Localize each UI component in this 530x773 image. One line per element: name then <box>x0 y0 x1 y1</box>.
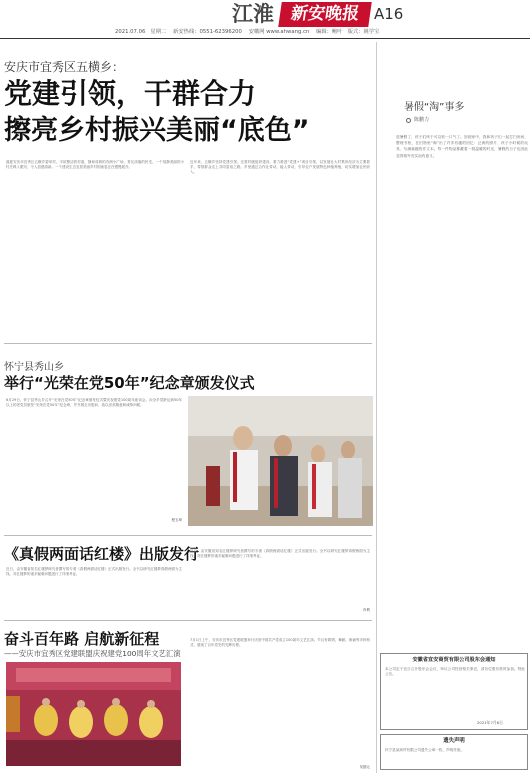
essay-author: 陈鹏力 <box>414 117 430 123</box>
notice-body: 本公司定于近日召开股东会会议，审议公司经营相关事宜，请各位股东准时参加。特此公告。 <box>385 667 525 677</box>
article-party-building <box>0 42 375 342</box>
essay-column <box>380 42 530 652</box>
newspaper-logo: 新安晚报 <box>278 2 372 27</box>
article-body-right: 近年来，五横乡坚持党建引领，完善村级组织建设，着力推进“党建+”项目引领，以发展壮大村集体经济为主要抓手，带领群众走上共同富裕之路。乡里通过合作社带动、能人带动，引导农户发展特色种植养殖，切实增加农民收入。 <box>190 160 370 175</box>
region-name: 江淮 <box>232 1 274 26</box>
article-kicker: 怀宁县秀山乡 <box>4 362 64 373</box>
article-headline: 举行“光荣在党50年”纪念章颁发仪式 <box>4 374 255 392</box>
article-arts-performance <box>0 622 375 773</box>
performance-photo-graphic <box>6 662 181 766</box>
issue-weekday: 星期二 <box>150 29 167 35</box>
editor-credit: 编辑：鲍叶 <box>316 29 343 35</box>
website: 安徽网 www.ahwang.cn <box>248 29 310 35</box>
performance-photo <box>6 662 181 766</box>
article-byline: 吴德元 <box>359 765 370 769</box>
article-kicker: 安庆市宜秀区五横乡： <box>4 60 125 74</box>
article-byline: 肖利 <box>363 608 370 612</box>
divider <box>4 620 372 621</box>
article-headline-line-1: 党建引领，干群合力 <box>4 77 257 110</box>
issue-date: 2021.07.06 <box>115 29 146 35</box>
divider <box>4 535 372 536</box>
article-medal-ceremony <box>0 346 375 534</box>
article-headline-line-2: 擦亮乡村振兴美丽“底色” <box>4 115 310 146</box>
ceremony-photo <box>188 396 373 526</box>
author-icon <box>406 118 411 123</box>
column-divider <box>376 42 377 773</box>
article-byline: 程玉琦 <box>171 518 182 522</box>
article-body-left: 盛夏安庆市宜秀区五横乡碧草村，平坦整洁的村道，静和成荫的杏洲小广场，青瓦淡墙的民宅，一个恬静美丽的小村庄映入眼帘，令人倍感清新。一个建设生态宜居美丽乡村的画卷正在慢慢展开。 <box>6 160 184 170</box>
loss-notice-body: 怀宁县某商贸有限公司遗失公章一枚，声明作废。 <box>385 748 465 752</box>
article-book-release <box>0 537 375 617</box>
article-body-continued: 近日，由安徽省知名红楼梦研究者撰写的专著《真假两面话红楼》正式出版发行。全书以研究红楼梦真假两面为主线，对红楼梦的诸多疑难问题进行了详细考证。 <box>190 549 370 559</box>
notice-date: 2021年7月6日 <box>477 720 503 725</box>
loss-notice-box <box>380 734 528 770</box>
notice-title: 安徽省宜安商贸有限公司股东会通知 <box>412 657 496 663</box>
article-body: 6月29日，怀宁县秀山乡召开“光荣在党50年”纪念章颁发仪式暨庆祝建党100周年座谈会。向全乡党龄达到50年以上的老党员颁发“光荣在党50年”纪念章，并开展走访慰问，致以崇高敬意和诚挚问候。 <box>6 398 182 408</box>
ceremony-photo-graphic <box>188 396 373 526</box>
masthead-meta-line <box>115 29 530 36</box>
article-headline: 《真假两面话红楼》出版发行 <box>4 545 200 563</box>
article-body: 7月1日上午，安庆市宜秀区党建联盟举行庆祝中国共产党成立100周年文艺汇演。节目有歌唱、舞蹈、朗诵等多种形式，展现了百年党史的光辉历程。 <box>190 638 370 648</box>
page-number: A16 <box>374 5 404 23</box>
loss-notice-title: 遗失声明 <box>443 738 465 744</box>
article-subhead: ——安庆市宜秀区党建联盟庆祝建党100周年文艺汇演 <box>4 649 181 658</box>
essay-body: 放暑假了，孩子们终于可以松一口气了。回到家中，我和孩子们一起打扫房间、整理书柜，在旧物里“淘”出了许多有趣的回忆：泛黄的照片、孩子小时候的玩具、写满童趣的作文本。每一件物品都藏着一段温暖的时光，暑假的日子也因此变得格外充实而有意义。 <box>396 135 528 158</box>
notice-box <box>380 653 528 730</box>
designer-credit: 版式：姚学宝 <box>347 29 380 35</box>
article-body: 近日，由安徽省知名红楼梦研究者撰写的专著《真假两面话红楼》正式出版发行。全书以研究红楼梦真假两面为主线，对红楼梦的诸多疑难问题进行了详细考证。 <box>6 567 182 577</box>
masthead <box>0 0 530 40</box>
masthead-rule <box>0 38 530 39</box>
hotline: 新安热线：0551-62396200 <box>173 29 242 35</box>
essay-title: 暑假“淘”事多 <box>404 102 465 113</box>
article-headline: 奋斗百年路 启航新征程 <box>4 630 160 648</box>
divider <box>4 343 372 344</box>
